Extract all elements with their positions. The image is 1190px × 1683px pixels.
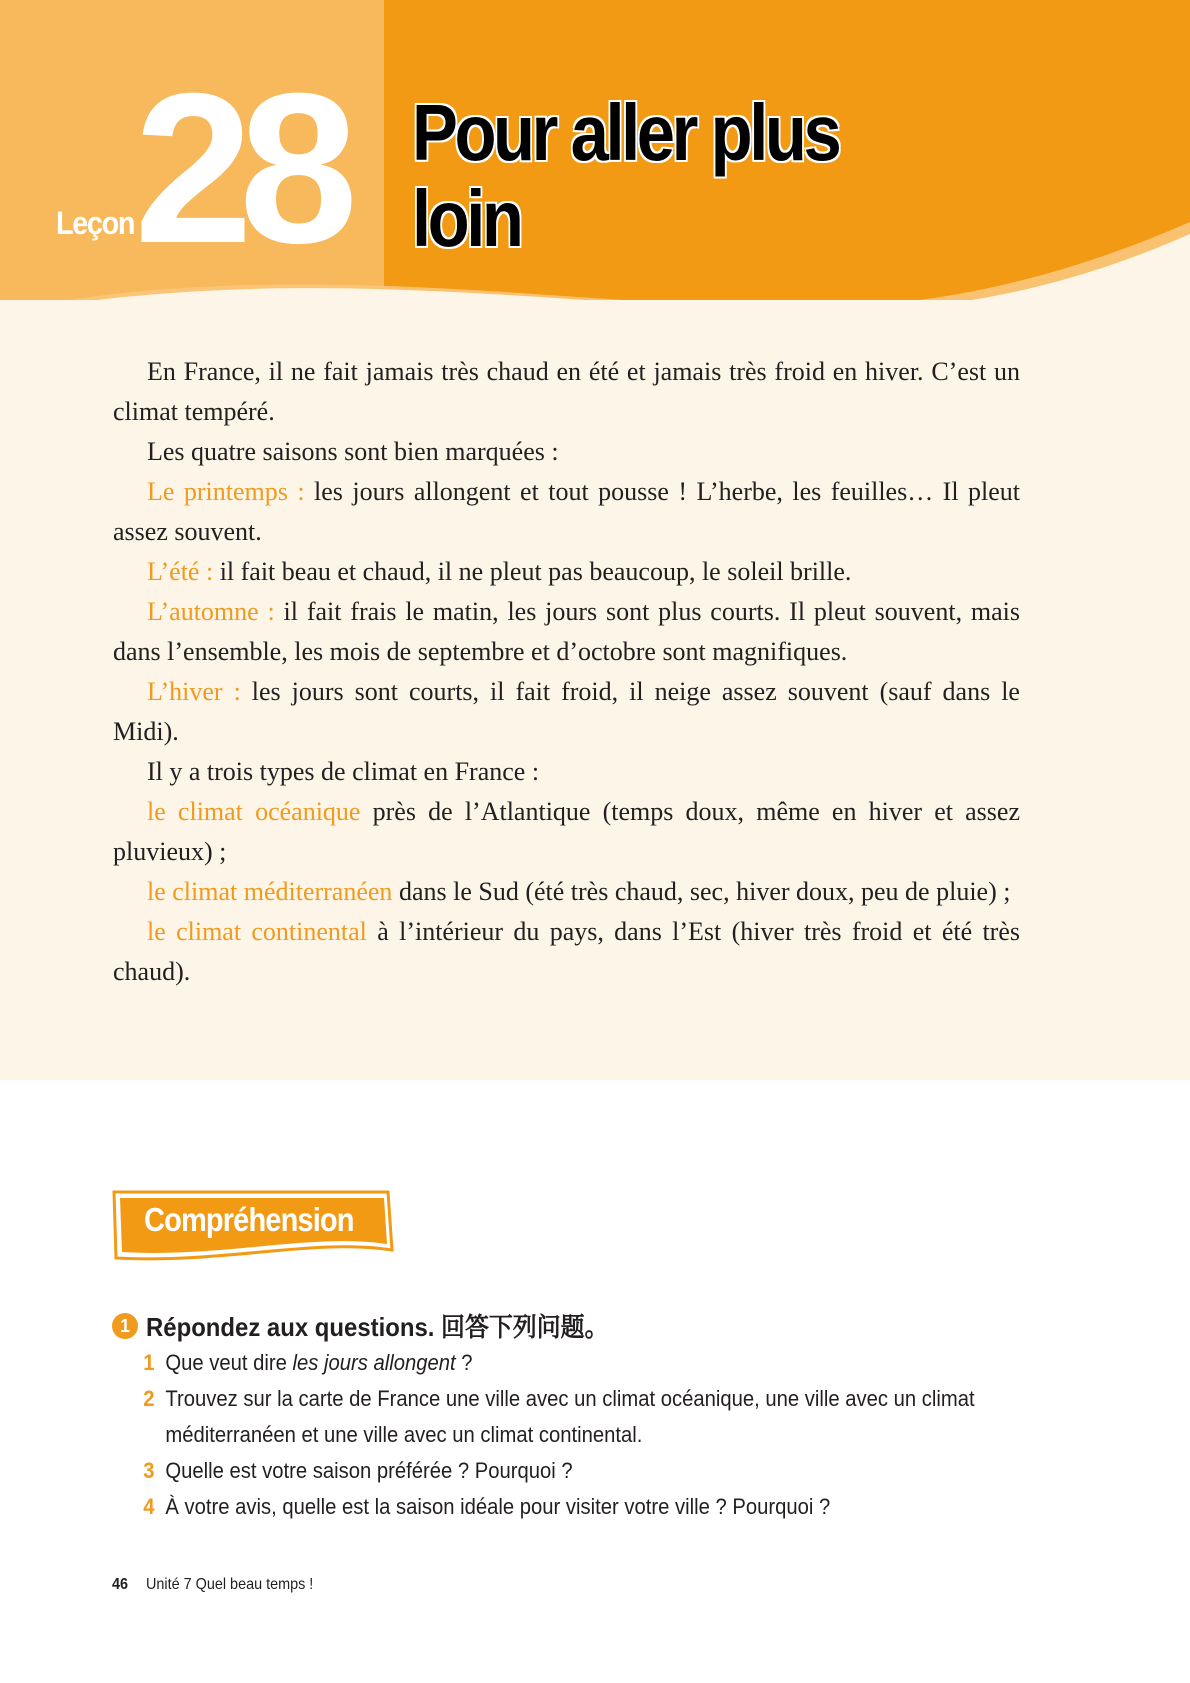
mediterranean-label: le climat méditerranéen <box>147 877 393 906</box>
lesson-header <box>0 0 1190 330</box>
paragraph-autumn <box>113 592 1020 672</box>
question-number: 3 <box>143 1458 155 1483</box>
oceanic-label: le climat océanique <box>147 797 361 826</box>
paragraph-climates: Il y a trois types de climat en France : <box>147 757 540 786</box>
summer-text: il fait beau et chaud, il ne pleut pas beaucoup, le soleil brille. <box>213 557 852 586</box>
paragraph-oceanic <box>113 792 1020 872</box>
exercise-header <box>112 1305 1032 1345</box>
comprehension-tab <box>112 1188 394 1268</box>
question-text-end: ? <box>455 1350 473 1375</box>
question-italic-phrase: les jours allongent <box>292 1350 456 1375</box>
question-number: 1 <box>143 1350 155 1375</box>
question-item <box>112 1381 1076 1453</box>
page-footer <box>112 1576 313 1594</box>
paragraph-spring <box>113 472 1020 552</box>
question-number: 4 <box>143 1494 155 1519</box>
paragraph-mediterranean <box>113 872 1020 912</box>
question-item <box>112 1489 1076 1525</box>
winter-text: les jours sont courts, il fait froid, il neige assez souvent (sauf dans le Midi). <box>113 677 1020 746</box>
question-text: Quelle est votre saison préférée ? Pourquoi ? <box>165 1458 573 1483</box>
paragraph-winter <box>113 672 1020 752</box>
oceanic-text: près de l’Atlantique (temps doux, même en hiver et assez pluvieux) ; <box>113 797 1020 866</box>
autumn-text: il fait frais le matin, les jours sont plus courts. Il pleut souvent, mais dans l’ensemble, les mois de septembre et d’octobre sont magnifiques. <box>113 597 1020 666</box>
unit-title: Unité 7 Quel beau temps ! <box>146 1576 314 1593</box>
mediterranean-text: dans le Sud (été très chaud, sec, hiver doux, peu de pluie) ; <box>392 877 1011 906</box>
continental-text: à l’intérieur du pays, dans l’Est (hiver très froid et été très chaud). <box>113 917 1020 986</box>
page-number: 46 <box>112 1576 129 1593</box>
autumn-label: L’automne : <box>147 597 275 626</box>
paragraph-continental <box>113 912 1020 992</box>
paragraph-intro: En France, il ne fait jamais très chaud en été et jamais très froid en hiver. C’est un climat tempéré. <box>113 357 1020 426</box>
spring-label: Le printemps : <box>147 477 305 506</box>
lecon-label: Leçon <box>56 205 135 241</box>
question-list <box>112 1345 1032 1525</box>
paragraph-summer <box>113 552 1020 592</box>
question-item <box>112 1345 1076 1381</box>
lesson-title: Pour aller plus loin <box>412 88 839 263</box>
question-text: Que veut dire <box>165 1350 293 1375</box>
continental-label: le climat continental <box>147 917 367 946</box>
spring-text: les jours allongent et tout pousse ! L’herbe, les feuilles… Il pleut assez souvent. <box>113 477 1021 546</box>
question-text: À votre avis, quelle est la saison idéale pour visiter votre ville ? Pourquoi ? <box>165 1494 831 1519</box>
question-number: 2 <box>143 1386 155 1411</box>
winter-label: L’hiver : <box>147 677 241 706</box>
exercise-1 <box>112 1305 1032 1525</box>
question-item <box>112 1453 1076 1489</box>
lesson-number: 28 <box>134 49 345 288</box>
reading-text <box>113 352 1020 992</box>
question-text: Trouvez sur la carte de France une ville avec un climat océanique, une ville avec un climat méditerranéen et une ville avec un climat continental. <box>165 1386 975 1447</box>
exercise-number-badge: 1 <box>112 1313 138 1339</box>
comprehension-label: Compréhension <box>144 1201 354 1238</box>
paragraph-seasons: Les quatre saisons sont bien marquées : <box>147 437 559 466</box>
exercise-title: Répondez aux questions. 回答下列问题。 <box>146 1312 609 1342</box>
summer-label: L’été : <box>147 557 214 586</box>
